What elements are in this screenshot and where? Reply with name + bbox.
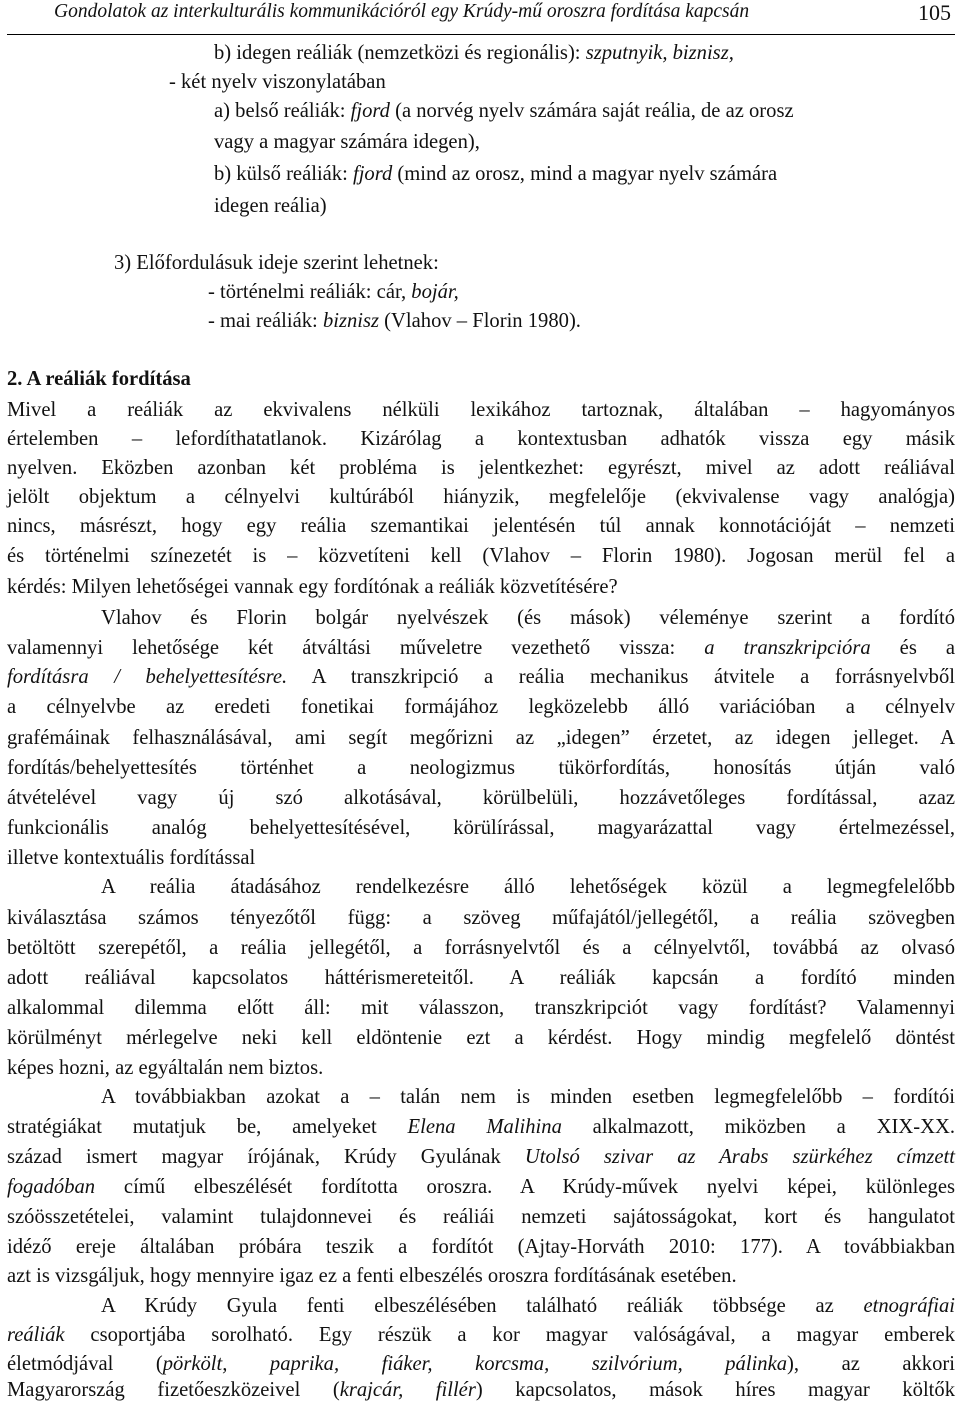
list-line: - két nyelv viszonylatában (169, 71, 386, 93)
body-line: betöltött szerepétől, a reália jellegétől, a forrásnyelvtől és a célnyelvtől, továbbá az olvasó (7, 937, 955, 959)
body-line: alkalommal dilemma előtt áll: mit válasszon, transzkripciót vagy fordítást? Valamennyi (7, 997, 955, 1019)
body-line: század ismert magyar írójának, Krúdy Gyulának Utolsó szivar az Arabs szürkéhez címzett (7, 1146, 955, 1168)
body-line: Vlahov és Florin bolgár nyelvészek (és mások) véleménye szerint a fordító (101, 607, 955, 629)
body-line: idéző ereje általában próbára teszik a fordítót (Ajtay-Horváth 2010: 177). A továbbiakban (7, 1236, 955, 1258)
section-heading: 2. A reáliák fordítása (7, 368, 191, 390)
body-line: kiválasztása számos tényezőtől függ: a szöveg műfajától/jellegétől, a reália szövegben (7, 907, 955, 929)
list-line: 3) Előfordulásuk ideje szerint lehetnek: (114, 252, 439, 274)
body-line: adott reáliával kapcsolatos háttérismereteitől. A reáliák kapcsán a fordító minden (7, 967, 955, 989)
body-line: fordítás/behelyettesítés történhet a neologizmus tükörfordítás, honosítás útján való (7, 757, 955, 779)
body-line: életmódjával (pörkölt, paprika, fiáker, korcsma, szilvórium, pálinka), az akkori (7, 1353, 955, 1375)
body-line: és történelmi színezetét is – közvetíteni kell (Vlahov – Florin 1980). Jogosan merül fel a (7, 545, 955, 567)
body-line: Magyarország fizetőeszközeivel (krajcár, fillér) kapcsolatos, mások híres magyar költők (7, 1379, 955, 1401)
body-line: nyelven. Eközben azonban két probléma is jelentkezhet: egyrészt, mivel az adott reáliával (7, 457, 955, 479)
body-line: grafémáinak felhasználásával, ami segít megőrizni az „idegen” érzetet, az idegen jelleget. A (7, 727, 955, 749)
list-line: idegen reália) (214, 195, 327, 217)
body-line: stratégiákat mutatjuk be, amelyeket Elena Malihina alkalmazott, miközben a XIX-XX. (7, 1116, 955, 1138)
body-line: jelölt objektum a célnyelvi kultúrából hiányzik, megfelelője (ekvivalense vagy analógja) (7, 486, 955, 508)
list-line: a) belső reáliák: fjord (a norvég nyelv számára saját reália, de az orosz (214, 100, 794, 122)
list-line: - történelmi reáliák: cár, bojár, (208, 281, 459, 303)
body-line: azt is vizsgáljuk, hogy mennyire igaz ez a fenti elbeszélés oroszra fordításának esetében. (7, 1265, 737, 1287)
body-line: kérdés: Milyen lehetőségei vannak egy fordítónak a reáliák közvetítésére? (7, 576, 618, 598)
body-line: illetve kontextuális fordítással (7, 847, 256, 869)
body-line: szóösszetételei, valamint tulajdonnevei és reáliái nemzeti sajátosságokat, kort és hangulatot (7, 1206, 955, 1228)
body-line: átvételével vagy új szó alkotásával, körülbelüli, hozzávetőleges fordítással, azaz (7, 787, 955, 809)
body-line: A reália átadásához rendelkezésre álló lehetőségek közül a legmegfelelőbb (101, 876, 955, 898)
body-line: fogadóban című elbeszélését fordította oroszra. A Krúdy-művek nyelvi képei, különleges (7, 1176, 955, 1198)
body-line: Mivel a reáliák az ekvivalens nélküli lexikához tartoznak, általában – hagyományos (7, 399, 955, 421)
body-line: nincs, másrészt, hogy egy reália szemantikai jelentésén túl annak konnotációját – nemzeti (7, 515, 955, 537)
list-line: - mai reáliák: biznisz (Vlahov – Florin 1980). (208, 310, 581, 332)
body-line: valamennyi lehetősége két átváltási műveletre vezethető vissza: a transzkripcióra és a (7, 637, 956, 659)
body-line: a célnyelvbe az eredeti fonetikai formájához legközelebb álló variációban a célnyelv (7, 696, 955, 718)
running-header (7, 0, 955, 35)
body-line: képes hozni, az egyáltalán nem biztos. (7, 1057, 324, 1079)
list-line: b) külső reáliák: fjord (mind az orosz, mind a magyar nyelv számára (214, 163, 778, 185)
page-number: 105 (918, 0, 951, 25)
body-line: fordításra / behelyettesítésre. A transzkripció a reália mechanikus átvitele a forrásnyelvből (7, 666, 955, 688)
body-line: körülményt mérlegelve neki kell eldöntenie ezt a kérdést. Hogy mindig megfelelő döntést (7, 1027, 955, 1049)
running-title: Gondolatok az interkulturális kommunikációról egy Krúdy-mű oroszra fordítása kapcsán (54, 1, 750, 22)
body-line: A Krúdy Gyula fenti elbeszélésében található reáliák többsége az etnográfiai (101, 1295, 955, 1317)
body-line: A továbbiakban azokat a – talán nem is minden esetben legmegfelelőbb – fordítói (101, 1086, 955, 1108)
body-line: értelemben – lefordíthatatlanok. Kizárólag a kontextusban adhatók vissza egy másik (7, 428, 955, 450)
body-line: reáliák csoportjába sorolható. Egy részük a kor magyar valóságával, a magyar emberek (7, 1324, 955, 1346)
list-line: vagy a magyar számára idegen), (214, 131, 480, 153)
list-line: b) idegen reáliák (nemzetközi és regionális): szputnyik, biznisz, (214, 42, 734, 64)
body-line: funkcionális analóg behelyettesítésével, körülírással, magyarázattal vagy értelmezéssel, (7, 817, 955, 839)
